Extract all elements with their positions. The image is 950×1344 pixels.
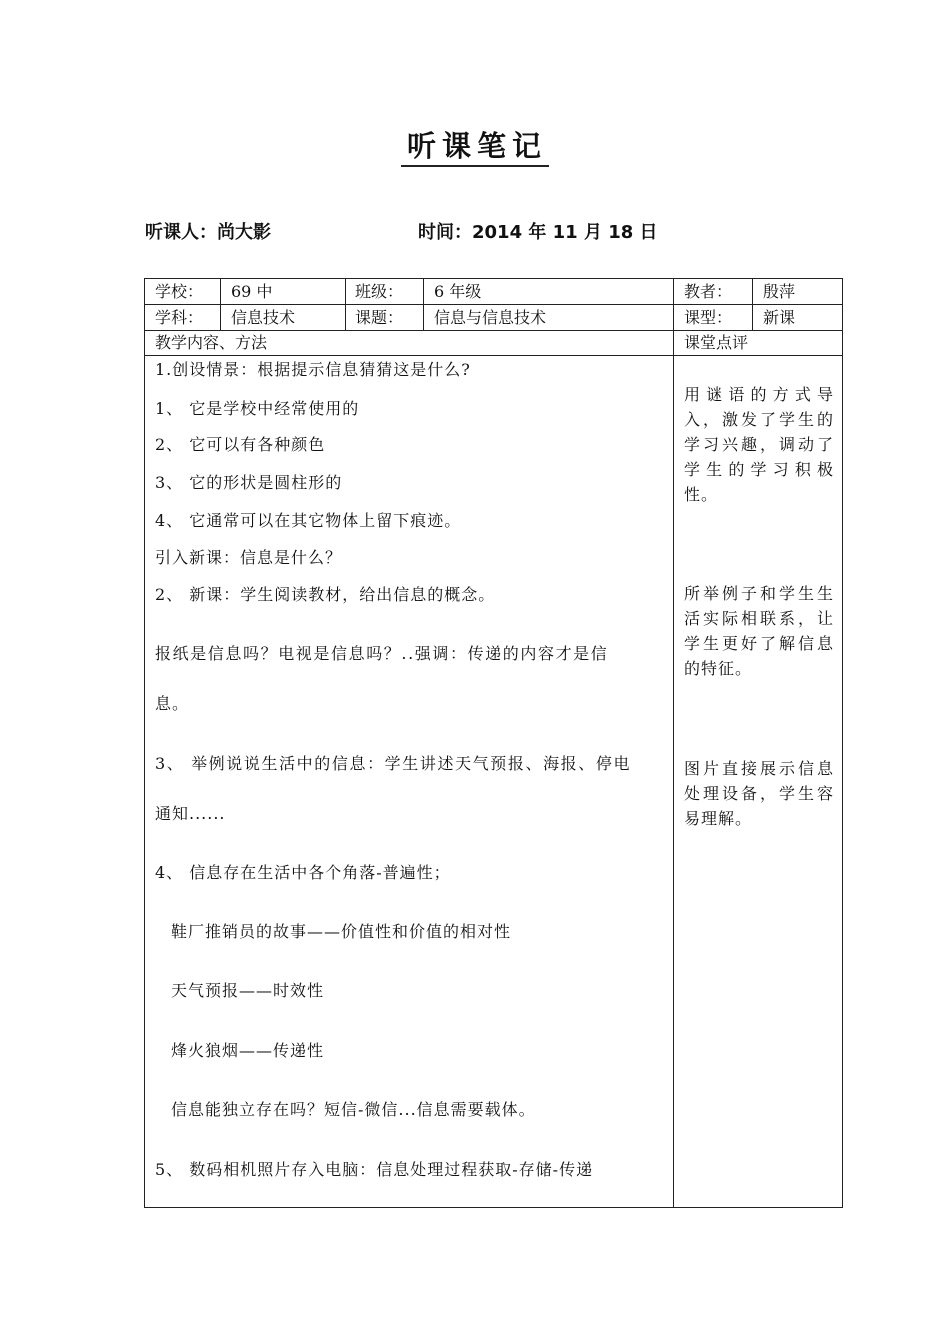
- content-line: 3、 它的形状是圆柱形的: [155, 473, 343, 492]
- content-line: 鞋厂推销员的故事——价值性和价值的相对性: [171, 922, 512, 941]
- comment-item: 所举例子和学生生活实际相联系，让学生更好了解信息的特征。: [684, 584, 834, 678]
- teacher-label: 教者：: [684, 282, 733, 301]
- content-line: 2、 新课：学生阅读教材，给出信息的概念。: [155, 585, 496, 604]
- date-info: 时间：2014 年 11 月 18 日: [418, 222, 658, 243]
- content-line: 息。: [155, 694, 190, 713]
- content-header: 教学内容、方法: [155, 333, 268, 352]
- content-line: 信息能独立存在吗？短信-微信...信息需要载体。: [171, 1100, 536, 1119]
- table-border-bottom: [144, 1207, 843, 1208]
- table-divider: [345, 278, 346, 330]
- topic-label: 课题：: [355, 308, 404, 327]
- comment-header: 课堂点评: [684, 333, 749, 352]
- content-line: 通知......: [155, 804, 226, 823]
- content-line: 引入新课：信息是什么？: [155, 548, 343, 567]
- content-line: 天气预报——时效性: [171, 981, 325, 1000]
- content-line: 烽火狼烟——传递性: [171, 1041, 325, 1060]
- topic-value: 信息与信息技术: [434, 308, 547, 327]
- content-line: 报纸是信息吗？电视是信息吗？..强调：传递的内容才是信: [155, 644, 609, 663]
- subject-value: 信息技术: [231, 308, 296, 327]
- table-divider-main: [673, 278, 674, 1208]
- class-label: 班级：: [355, 282, 404, 301]
- school-value: 69 中: [231, 282, 273, 301]
- table-border-right: [842, 278, 843, 1208]
- lesson-type-value: 新课: [763, 308, 796, 327]
- table-divider: [752, 278, 753, 330]
- lesson-type-label: 课型：: [684, 308, 733, 327]
- content-line: 1、 它是学校中经常使用的: [155, 399, 360, 418]
- subject-label: 学科：: [155, 308, 204, 327]
- table-divider: [220, 278, 221, 330]
- table-border-left: [144, 278, 145, 1208]
- content-line: 2、 它可以有各种颜色: [155, 435, 326, 454]
- content-line: 3、 举例说说生活中的信息：学生讲述天气预报、海报、停电: [155, 754, 632, 773]
- listener-info: 听课人：尚大影: [145, 222, 271, 243]
- table-border-top: [144, 278, 843, 279]
- content-line: 5、 数码相机照片存入电脑：信息处理过程获取-存储-传递: [155, 1160, 594, 1179]
- teacher-value: 殷萍: [763, 282, 796, 301]
- table-rule: [144, 330, 843, 331]
- school-label: 学校：: [155, 282, 204, 301]
- class-value: 6 年级: [434, 282, 482, 301]
- table-rule: [144, 355, 843, 356]
- content-line: 1.创设情景：根据提示信息猜猜这是什么?: [155, 360, 471, 379]
- content-line: 4、 它通常可以在其它物体上留下痕迹。: [155, 511, 462, 530]
- comment-item: 图片直接展示信息处理设备，学生容易理解。: [684, 759, 834, 828]
- table-rule: [144, 304, 843, 305]
- content-line: 4、 信息存在生活中各个角落-普遍性；: [155, 863, 451, 882]
- comment-item: 用谜语的方式导入，激发了学生的学习兴趣，调动了学生的学习积极性。: [684, 385, 834, 504]
- page-title: 听课笔记: [0, 128, 950, 167]
- table-divider: [423, 278, 424, 330]
